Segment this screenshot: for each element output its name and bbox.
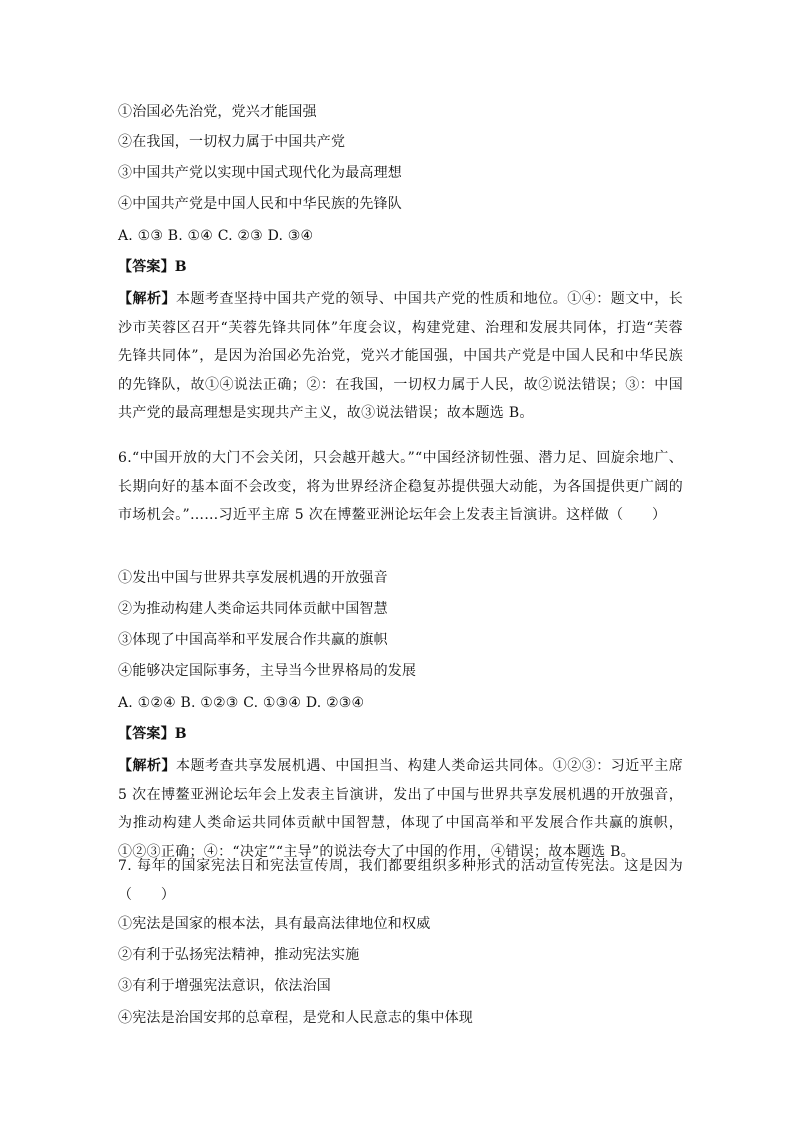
q6-choices: A. ①②④ B. ①②③ C. ①③④ D. ②③④	[118, 695, 365, 711]
q6-option-1: ①发出中国与世界共享发展机遇的开放强音	[118, 570, 388, 586]
q5-analysis-tag: 【解析】	[118, 291, 176, 307]
q7-option-4: ④宪法是治国安邦的总章程，是党和人民意志的集中体现	[118, 1010, 473, 1026]
q5-option-3: ③中国共产党以实现中国式现代化为最高理想	[118, 165, 402, 181]
q5-option-4: ④中国共产党是中国人民和中华民族的先锋队	[118, 196, 402, 212]
q6-analysis-text: 本题考查共享发展机遇、中国担当、构建人类命运共同体。①②③：习近平主席 5 次在博鳌亚洲论坛年会上发表主旨演讲，发出了中国与世界共享发展机遇的开放强音，为推动构建人类命运共同体贡献中国智慧，体现了中国高举和平发展合作共赢的旗帜，①②③正确；④：“决定”“主导”的说法夸大了中国的作用，④错误；故本题选 B。	[118, 758, 683, 860]
q5-analysis	[118, 285, 683, 428]
q6-stem: 6.“中国开放的大门不会关闭，只会越开越大。”“中国经济韧性强、潜力足、回旋余地广、长期向好的基本面不会改变，将为世界经济企稳复苏提供强大动能，为各国提供更广阔的市场机会。”……习近平主席 5 次在博鳌亚洲论坛年会上发表主旨演讲。这样做（ ）	[118, 450, 683, 523]
q7-option-3: ③有利于增强宪法意识，依法治国	[118, 978, 331, 994]
q7-option-2: ②有利于弘扬宪法精神，推动宪法实施	[118, 947, 360, 963]
q5-analysis-text: 本题考查坚持中国共产党的领导、中国共产党的性质和地位。①④：题文中，长沙市芙蓉区召开“芙蓉先锋共同体”年度会议，构建党建、治理和发展共同体，打造“芙蓉先锋共同体”，是因为治国必先治党，党兴才能国强，中国共产党是中国人民和中华民族的先锋队，故①④说法正确；②：在我国，一切权力属于人民，故②说法错误；③：中国共产党的最高理想是实现共产主义，故③说法错误；故本题选 B。	[118, 291, 683, 421]
q6-option-2: ②为推动构建人类命运共同体贡献中国智慧	[118, 601, 388, 617]
q6-option-3: ③体现了中国高举和平发展合作共赢的旗帜	[118, 632, 388, 648]
q7-stem: 7. 每年的国家宪法日和宪法宣传周，我们都要组织多种形式的活动宣传宪法。这是因为（ ）	[118, 858, 683, 903]
q5-choices: A. ①③ B. ①④ C. ②③ D. ③④	[118, 228, 314, 244]
q5-option-1: ①治国必先治党，党兴才能国强	[118, 104, 317, 120]
q6-analysis	[118, 752, 683, 866]
q5-option-2: ②在我国，一切权力属于中国共产党	[118, 134, 346, 150]
q6-answer: 【答案】B	[118, 726, 187, 742]
q6-analysis-tag: 【解析】	[118, 758, 176, 774]
q5-answer: 【答案】B	[118, 259, 187, 275]
q7-option-1: ①宪法是国家的根本法，具有最高法律地位和权威	[118, 916, 431, 932]
q6-option-4: ④能够决定国际事务，主导当今世界格局的发展	[118, 663, 417, 679]
